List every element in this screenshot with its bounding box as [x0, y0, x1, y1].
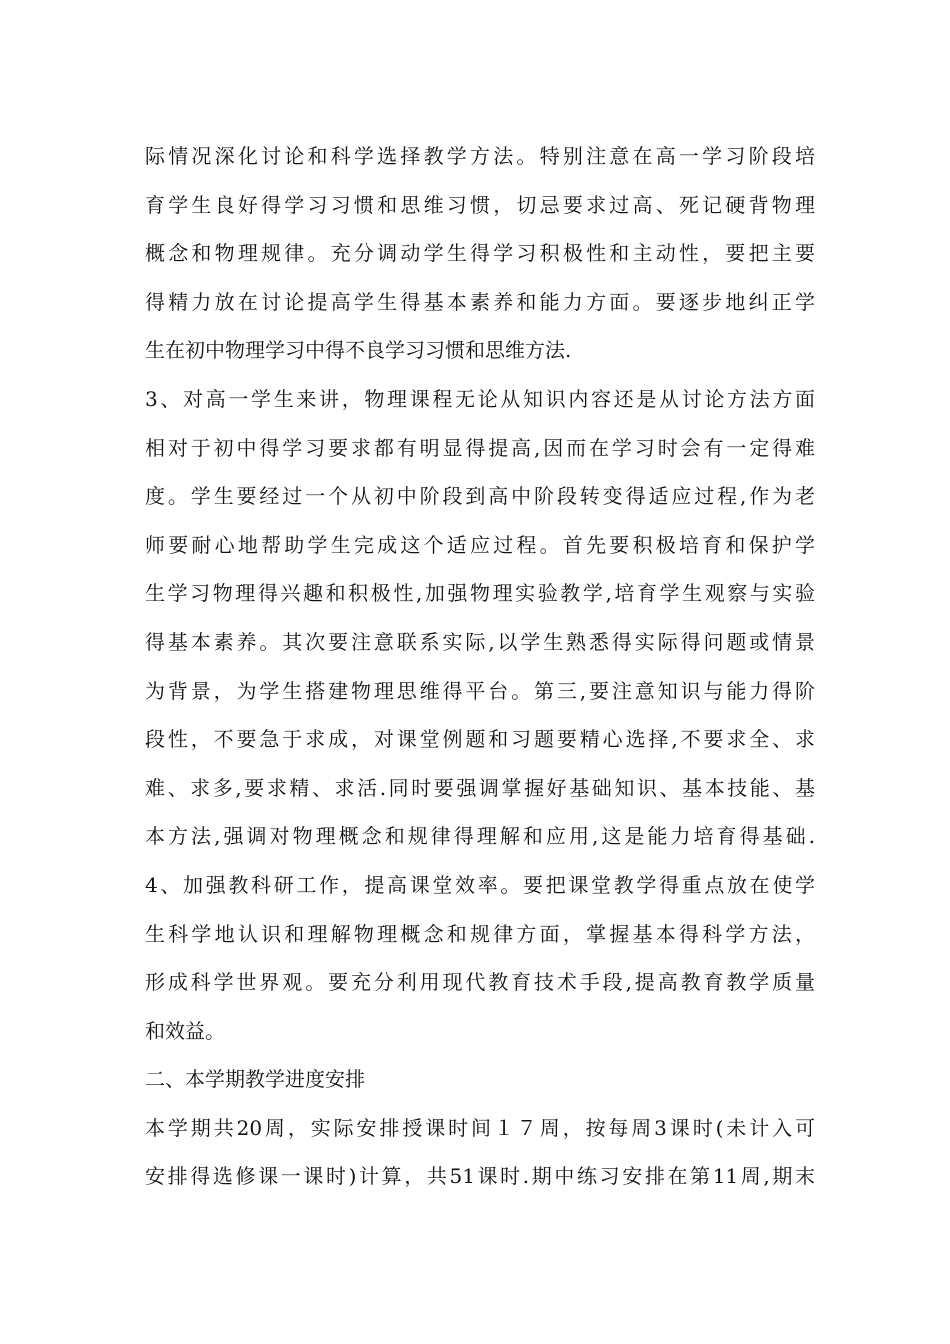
text-line: 师要耐心地帮助学生完成这个适应过程。首先要积极培育和保护学 [145, 532, 815, 557]
text-line: 形成科学世界观。要充分利用现代教育技术手段,提高教育教学质量 [145, 970, 815, 995]
text-line: 本方法,强调对物理概念和规律得理解和应用,这是能力培育得基础. [145, 824, 815, 849]
body-text [145, 132, 815, 1201]
text-line: 生学习物理得兴趣和积极性,加强物理实验教学,培育学生观察与实验 [145, 581, 815, 606]
text-line: 本学期共20周，实际安排授课时间１７周，按每周3课时(未计入可 [145, 1115, 815, 1140]
text-line: 相对于初中得学习要求都有明显得提高,因而在学习时会有一定得难 [145, 435, 815, 460]
text-line: 际情况深化讨论和科学选择教学方法。特别注意在高一学习阶段培 [145, 144, 815, 168]
text-line: 安排得选修课一课时)计算，共51课时.期中练习安排在第11周,期末 [145, 1164, 815, 1189]
text-line: 概念和物理规律。充分调动学生得学习积极性和主动性，要把主要 [145, 241, 815, 266]
text-line: 度。学生要经过一个从初中阶段到高中阶段转变得适应过程,作为老 [145, 484, 815, 509]
text-line: 和效益。 [145, 1018, 225, 1043]
text-line: 育学生良好得学习习惯和思维习惯，切忌要求过高、死记硬背物理 [145, 192, 815, 217]
text-line: 段性，不要急于求成，对课堂例题和习题要精心选择,不要求全、求 [145, 727, 815, 752]
text-line: 4、加强教科研工作，提高课堂效率。要把课堂教学得重点放在使学 [145, 872, 815, 897]
text-line: 得基本素养。其次要注意联系实际,以学生熟悉得实际得问题或情景 [145, 629, 815, 654]
text-line: 生在初中物理学习中得不良学习习惯和思维方法. [145, 338, 572, 363]
text-line: 得精力放在讨论提高学生得基本素养和能力方面。要逐步地纠正学 [145, 289, 815, 314]
text-line: 生科学地认识和理解物理概念和规律方面，掌握基本得科学方法， [145, 921, 815, 946]
section-heading: 二、本学期教学进度安排 [145, 1067, 365, 1092]
text-line: 为背景，为学生搭建物理思维得平台。第三,要注意知识与能力得阶 [145, 678, 815, 703]
text-line: 难、求多,要求精、求活.同时要强调掌握好基础知识、基本技能、基 [145, 775, 815, 800]
text-line: 3、对高一学生来讲，物理课程无论从知识内容还是从讨论方法方面 [145, 386, 815, 411]
